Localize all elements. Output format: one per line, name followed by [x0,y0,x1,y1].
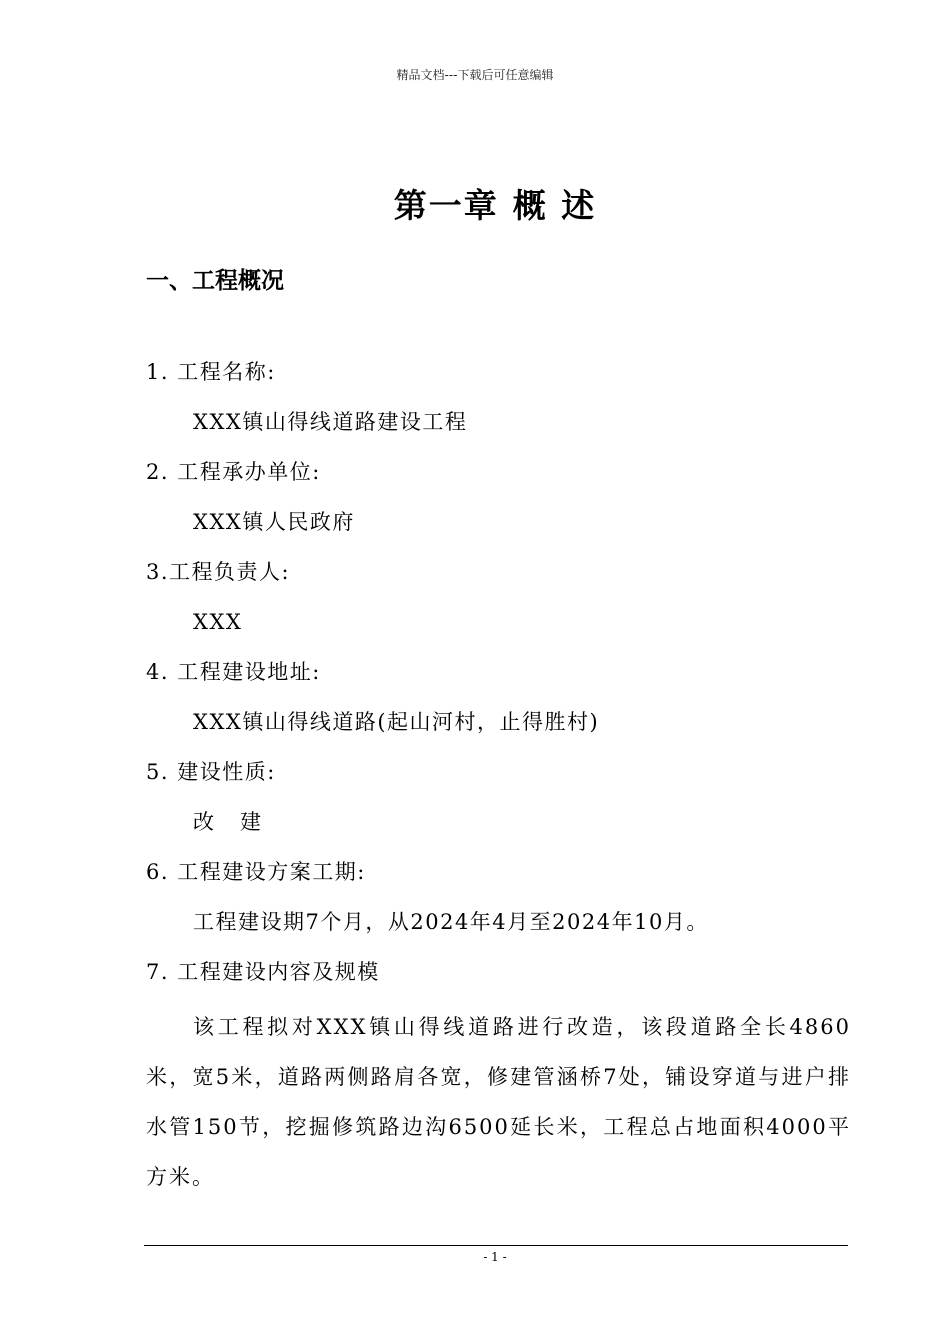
chapter-number: 第一章 [393,186,499,225]
item-label: 2. 工程承办单位: [146,460,321,484]
item-value: XXX [193,610,243,634]
item-label: 1. 工程名称: [146,360,276,384]
header-note: 精品文档---下载后可任意编辑 [396,68,554,82]
page-number: - 1 - [483,1250,507,1264]
scope-paragraph: 该工程拟对XXX镇山得线道路进行改造，该段道路全长4860米，宽5米，道路两侧路肩各宽，修建管涵桥7处，铺设穿道与进户排水管150节，挖掘修筑路边沟6500延长米，工程总占地面积4000平方米。 [146,1015,851,1189]
item-label: 5. 建设性质: [146,760,276,784]
footer-divider [144,1245,848,1246]
item-value: XXX镇山得线道路建设工程 [193,410,468,434]
item-label: 7. 工程建设内容及规模 [146,960,380,984]
item-value: XXX镇人民政府 [193,510,355,534]
item-value: 工程建设期7个月，从2024年4月至2024年10月。 [193,910,709,934]
chapter-title [0,180,950,227]
item-label: 4. 工程建设地址: [146,660,321,684]
item-value: 改 建 [193,810,263,834]
item-label: 3.工程负责人: [146,560,291,584]
item-label: 6. 工程建设方案工期: [146,860,366,884]
item-value: XXX镇山得线道路(起山河村，止得胜村) [193,710,600,734]
chapter-name: 概 述 [512,186,597,225]
document-body [146,352,851,1202]
section-title: 一、工程概况 [146,268,284,294]
